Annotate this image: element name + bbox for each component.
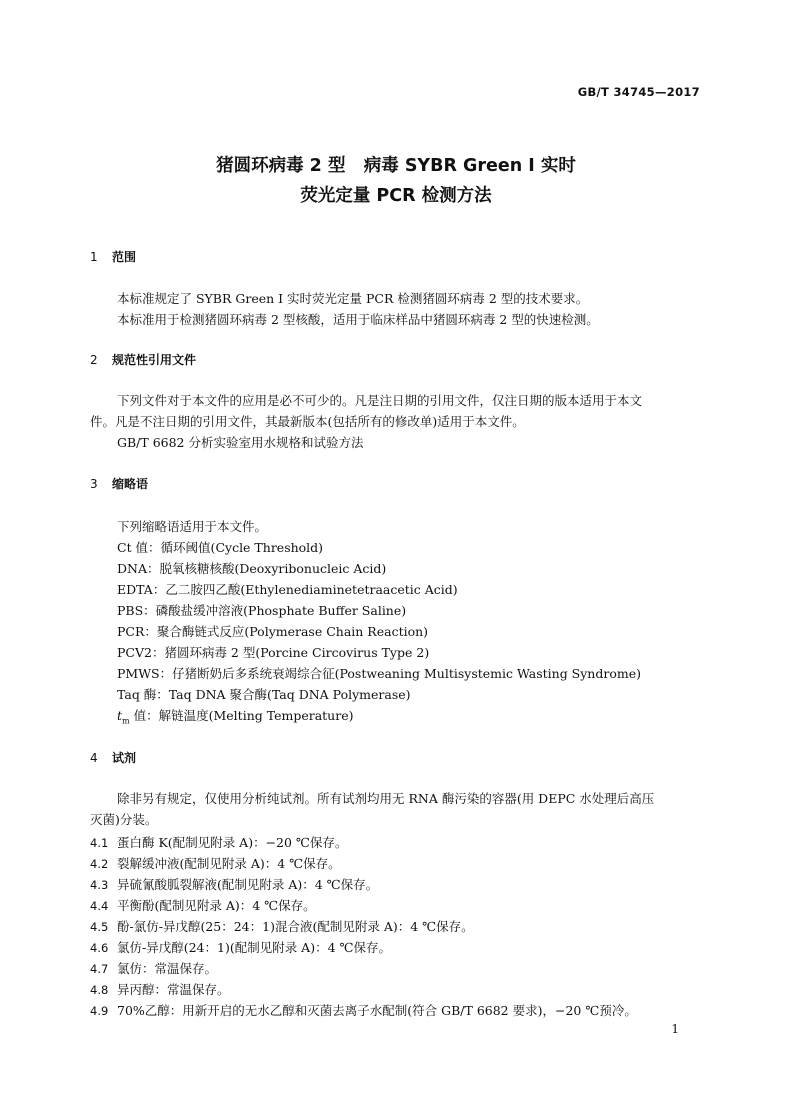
section-number: 2 [90,353,98,367]
reagent-item [90,917,474,935]
item-number: 4.1 [90,836,109,850]
reagent-item [90,875,378,893]
document-title-line2: 荧光定量 PCR 检测方法 [300,186,492,206]
item-number: 4.6 [90,941,109,955]
section-title: 试剂 [112,751,137,765]
paragraph: 下列文件对于本文件的应用是必不可少的。凡是注日期的引用文件，仅注日期的版本适用于本文 [117,393,643,408]
item-text: 氯仿：常温保存。 [117,961,218,976]
reagent-item [90,959,217,977]
item-text: 酚-氯仿-异戊醇(25：24：1)混合液(配制见附录 A)：4 ℃保存。 [117,919,474,934]
abbreviation-item: PCR：聚合酶链式反应(Polymerase Chain Reaction) [117,624,429,639]
item-text: 氯仿-异戊醇(24：1)(配制见附录 A)：4 ℃保存。 [117,940,391,955]
section-heading-scope [90,248,136,265]
abbreviation-item: Ct 值：循环阈值(Cycle Threshold) [117,540,324,555]
item-number: 4.5 [90,920,109,934]
section-number: 3 [90,477,98,491]
document-title-line1: 猪圆环病毒 2 型 病毒 SYBR Green Ⅰ 实时 [216,156,576,176]
abbreviation-item: PCV2：猪圆环病毒 2 型(Porcine Circovirus Type 2) [117,645,430,660]
section-title: 范围 [112,250,137,264]
tm-subscript: m [122,716,130,726]
abbreviation-item: DNA：脱氧核糖核酸(Deoxyribonucleic Acid) [117,561,387,576]
abbreviation-item: PBS：磷酸盐缓冲溶液(Phosphate Buffer Saline) [117,603,407,618]
item-text: 70%乙醇：用新开启的无水乙醇和灭菌去离子水配制(符合 GB/T 6682 要求)，−20 ℃预冷。 [117,1003,637,1018]
item-text: 异硫氰酸胍裂解液(配制见附录 A)：4 ℃保存。 [117,877,379,892]
item-text: 蛋白酶 K(配制见附录 A)：−20 ℃保存。 [117,835,348,850]
section-number: 1 [90,250,98,264]
item-number: 4.8 [90,983,109,997]
normative-reference: GB/T 6682 分析实验室用水规格和试验方法 [117,435,364,450]
page-number: 1 [671,1022,679,1036]
item-text: 裂解缓冲液(配制见附录 A)：4 ℃保存。 [117,856,341,871]
standard-number: GB/T 34745—2017 [577,85,700,99]
section-number: 4 [90,751,98,765]
reagent-item [90,854,341,872]
abbreviation-item: PMWS：仔猪断奶后多系统衰竭综合征(Postweaning Multisystemic Wasting Syndrome) [117,666,641,681]
section-heading-abbreviations [90,475,148,492]
item-text: 异丙醇：常温保存。 [117,982,230,997]
reagent-item [90,896,316,914]
item-text: 平衡酚(配制见附录 A)：4 ℃保存。 [117,898,316,913]
item-number: 4.3 [90,878,109,892]
tm-symbol: t [117,708,123,723]
item-number: 4.2 [90,857,109,871]
section-title: 缩略语 [112,477,149,491]
abbreviation-item [117,705,353,732]
paragraph: 件。凡是不注日期的引用文件，其最新版本(包括所有的修改单)适用于本文件。 [90,414,525,429]
paragraph: 下列缩略语适用于本文件。 [117,519,268,534]
paragraph: 本标准规定了 SYBR Green Ⅰ 实时荧光定量 PCR 检测猪圆环病毒 2 型的技术要求。 [117,291,589,306]
tm-definition: 值：解链温度(Melting Temperature) [129,708,354,723]
paragraph: 灭菌)分装。 [90,812,158,827]
reagent-item [90,833,347,851]
reagent-item [90,938,391,956]
paragraph: 本标准用于检测猪圆环病毒 2 型核酸，适用于临床样品中猪圆环病毒 2 型的快速检测。 [117,312,599,327]
item-number: 4.7 [90,962,109,976]
section-heading-references [90,351,196,368]
section-heading-reagents [90,749,136,766]
item-number: 4.4 [90,899,109,913]
item-number: 4.9 [90,1004,109,1018]
paragraph: 除非另有规定，仅使用分析纯试剂。所有试剂均用无 RNA 酶污染的容器(用 DEPC 水处理后高压 [117,791,655,806]
abbreviation-item: EDTA：乙二胺四乙酸(Ethylenediaminetetraacetic Acid) [117,582,458,597]
reagent-item [90,980,230,998]
reagent-item [90,1001,637,1019]
abbreviation-item: Taq 酶：Taq DNA 聚合酶(Taq DNA Polymerase) [117,687,411,702]
section-title: 规范性引用文件 [112,353,197,367]
